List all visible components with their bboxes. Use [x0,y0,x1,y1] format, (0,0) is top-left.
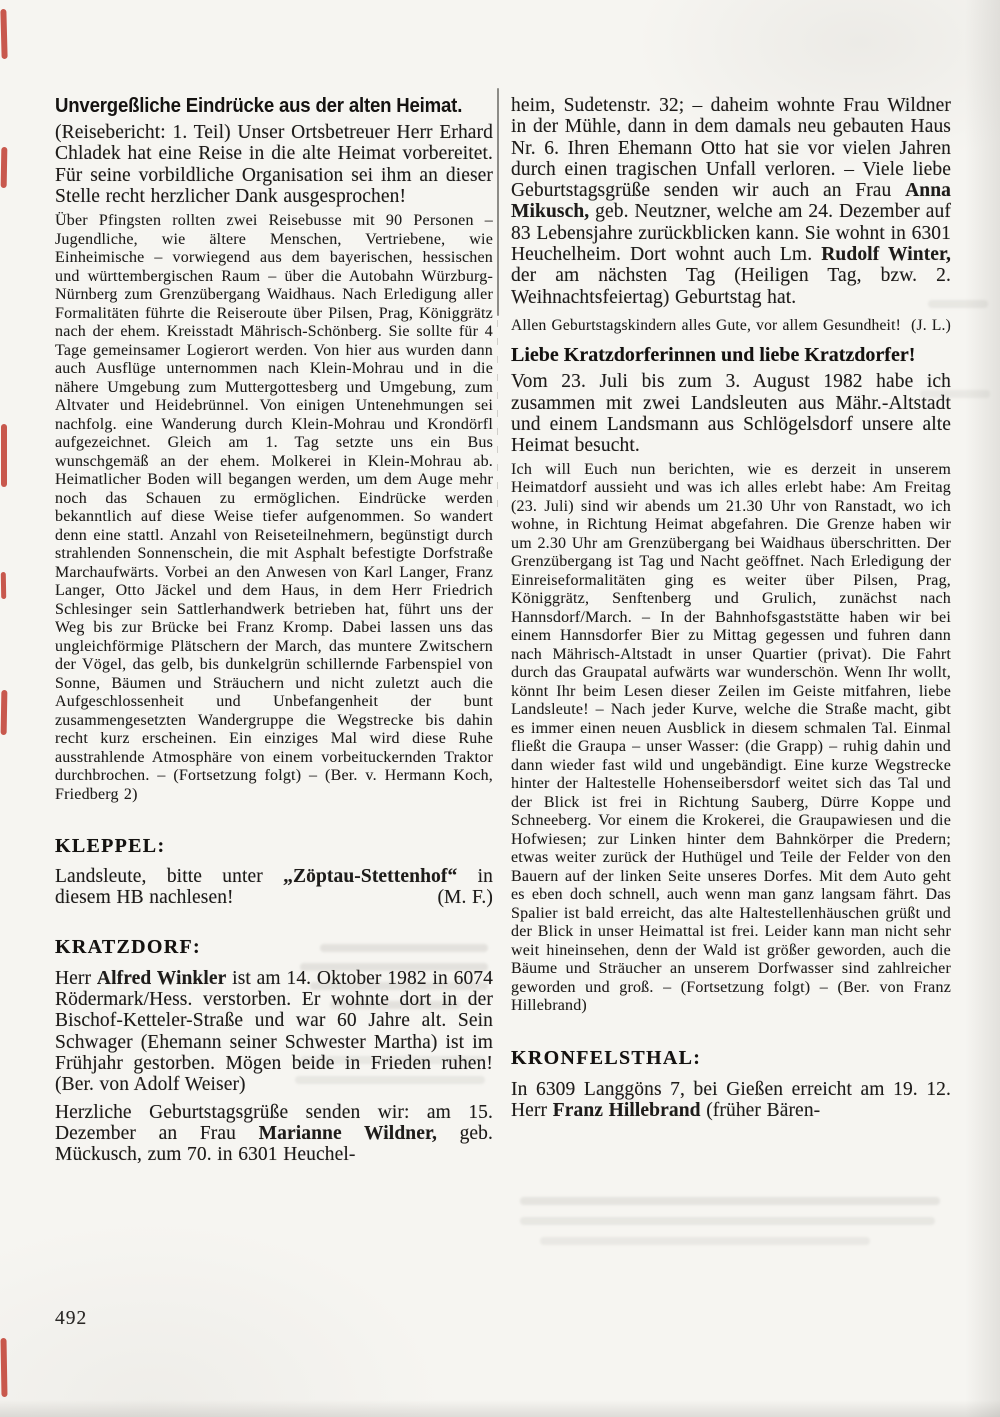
right-column [511,95,951,1121]
section-heading-kleppel: KLEPPEL: [55,835,166,858]
kleppel-attribution: (M. F.) [437,887,493,909]
scan-column-divider-line [497,88,499,316]
red-margin-mark [1,572,6,599]
birthday-wishes-note: Allen Geburtstagskindern alles Gute, vor allem Gesundheit! [511,316,901,334]
bleedthrough-text-smudge [520,1217,935,1225]
section-heading-kratzdorf: KRATZDORF: [55,935,201,958]
page-number: 492 [55,1308,88,1329]
birthday-wishes-note-block [511,316,951,335]
article-headline: Unvergeßliche Eindrücke aus der alten Heimat. [55,95,463,117]
article-intro-paragraph: (Reisebericht: 1. Teil) Unser Ortsbetreuer Herr Erhard Chladek hat eine Reise in die alte Heimat vorbereitet. Für seine vorbildliche Organisation sei ihm an dieser Stelle recht herzlicher Dank ausgesprochen! [55,122,493,207]
scan-column-divider-dashes [497,320,498,510]
red-margin-mark [1,424,7,487]
bleedthrough-text-smudge [540,1237,870,1245]
red-margin-mark [1,147,8,188]
bleedthrough-text-smudge [520,1197,940,1205]
kronfelsthal-paragraph: In 6309 Langgöns 7, bei Gießen erreicht am 19. 12. Herr Franz Hillebrand (früher Bären- [511,1078,951,1121]
red-margin-mark [1,690,8,735]
kratzdorf-obituary-paragraph: Herr Alfred Winkler ist am 14. Oktober 1982 in 6074 Rödermark/Hess. verstorben. Er wohnte dort in der Bischof-Ketteler-Straße und war 60 Jahre alt. Sein Schwager (Ehemann seiner Schwester Martha) ist im Frühjahr gestorben. Mögen beide in Frieden ruhen! (Ber. von Adolf Weiser) [55,967,493,1096]
birthday-continuation-paragraph: heim, Sudetenstr. 32; – daheim wohnte Frau Wildner in der Mühle, dann in dem damals neu gebauten Haus Nr. 6. Ihren Ehemann Otto hat sie vor vielen Jahren durch einen tragischen Unfall verloren. – Viele liebe Geburtstagsgrüße senden wir auch an Frau Anna Mikusch, geb. Neutzner, welche am 24. Dezember auf 83 Lebensjahre zurückblicken kann. Sie wohnt in 6301 Heuchelheim. Dort wohnt auch Lm. Rudolf Winter, der am nächsten Tag (Heiligen Tag, bzw. 2. Weihnachtsfeiertag) Geburtstag hat. [511,95,952,308]
red-margin-mark [0,9,7,59]
section-heading-kronfelsthal: KRONFELSTHAL: [511,1046,702,1069]
kratzdorf-letter-intro: Vom 23. Juli bis zum 3. August 1982 habe ich zusammen mit zwei Landsleuten aus Mähr.-Altstadt und einem Landsmann aus Schlögelsdorf unsere alte Heimat besucht. [511,371,951,457]
kratzdorf-letter-body: Ich will Euch nun berichten, wie es derzeit in unserem Heimatdorf aussieht und was ich alles erlebt habe: Am Freitag (23. Juli) sind wir abends um 21.30 Uhr von Ranstadt, wo ich wohne, in Richtung Heimat abgefahren. Die Grenze haben wir um 2.30 Uhr am Grenzübergang bei Waidhaus überschritten. Der Grenzübergang ist Tag und Nacht geöffnet. Nach Erledigung der Einreiseformalitäten ging es weiter über Pilsen, Prag, Königgrätz, Senftenberg und Grulich, zunächst nach Hannsdorf/March. – In der Bahnhofsgaststätte haben wir bei einem Hannsdorfer Bier zu Mittag gegessen und fuhren dann nach Mährisch-Altstadt in unser Quartier (privat). Die Fahrt durch das Graupatal aufwärts war wunderschön. Wenn Ihr wollt, könnt Ihr beim Lesen dieser Zeilen im Geiste mitfahren, liebe Landsleute! – Nach jeder Kurve, welche die Straße macht, gibt es immer einen neuen Ausblick in diesem schmalen Tal. Einmal fließt die Graupa – unser Wasser: (die Grapp) – ruhig dahin und dann wieder fast wild und ungebändigt. Eine kurze Wegstrecke hinter der Haltestelle Hohenseibersdorf weitet sich das Tal und der Blick ist frei in Richtung Sauberg, Dürre Koppe und Schneeberg. Vor einem die Krokerei, die Graupawiesen und die Hofwiesen; zur Linken hinter dem Bahnkörper die Predern; etwas weiter zurück der Huthügel und Teile der Felder von den Bauern auf der linken Seite unseres Dorfes. Mit dem Auto geht es eben doch schnell, auch wenn man ganz langsam fährt. Das Spalier ist bald erreicht, das alte Haltestellenhäuschen grüßt und der Blick in unser Heimattal ist frei. Leider kann man nicht sehr weit hineinsehen, denn der Wald ist größer geworden, auch die Bäume und Sträucher an unserem Dorfwasser sind zahlreicher geworden und groß. – (Fortsetzung folgt) – (Ber. von Franz Hillebrand) [511,460,951,1015]
kleppel-note-block [55,866,493,909]
red-margin-mark [0,1338,7,1397]
kleppel-note-paragraph: Landsleute, bitte unter „Zöptau-Stettenhof“ in diesem HB nachlesen! [55,866,493,909]
left-column [55,95,493,1165]
kratzdorf-letter-heading: Liebe Kratzdorferinnen und liebe Kratzdorfer! [511,343,916,366]
wishes-attribution: (J. L.) [911,316,951,334]
travel-report-paragraph: Über Pfingsten rollten zwei Reisebusse mit 90 Personen – Jugendliche, wie ältere Menschen, Vertriebene, wie Einheimische – vorwiegend aus dem bayerischen, hessischen und württembergischen Raum – über die Autobahn Würzburg-Nürnberg zum Grenzübergang Waidhaus. Nach Erledigung aller Formalitäten führte die Reiseroute über Pilsen, Prag, Königgrätz nach der ehem. Kreisstadt Mährisch-Schönberg. Sie sollte für 4 Tage gemeinsamer Logierort werden. Von hier aus wurden dann auch Ausflüge unternommen nach Klein-Mohrau und in die nähere Umgebung zum Muttergottesberg und Umgebung, zum Altvater und Heidebrünnel. Von einigen Untenehmungen sei nachfolg. eine Wanderung durch Klein-Mohrau und Krondörfl aufgezeichnet. Gleich am 1. Tag setzte uns ein Bus wunschgemäß an der ehem. Molkerei in Klein-Mohrau ab. Heimatlicher Boden will begangen werden, um dem Auge mehr noch das Schauen zu ermöglichen. Eindrücke werden bekanntlich auf diese Weise tiefer aufgenommen. So wandert denn eine stattl. Anzahl von Reiseteilnehmern, begünstigt durch strahlenden Sonnenschein, die mit Asphalt befestigte Dorfstraße Marchaufwärts. Vorbei an den Anwesen von Karl Langer, Franz Langer, Otto Jäckel und dem Haus, in dem Herr Friedrich Schlesinger sein Sattlerhandwerk betrieben hat, führt uns der Weg bis zur Brücke bei Franz Kromp. Dabei lassen uns das ungleichförmige Plätschern der March, das muntere Zwitschern der Vögel, das gelb, bis dunkelgrün schillernde Farbenspiel von Sonne, Bäumen und Sträuchern und nicht zuletzt auch die Aufgeschlossenheit und Unbefangenheit der bunt zusammengesetzten Wandergruppe die Wegstrecke bis dahin recht kurz erscheinen. Ein einziges Mal wird diese Ruhe ausstrahlende Atmosphäre von einem vorbeituckernden Traktor durchbrochen. – (Fortsetzung folgt) – (Ber. v. Hermann Koch, Friedberg 2) [55,212,493,803]
kratzdorf-birthday-paragraph: Herzliche Geburtstagsgrüße senden wir: am 15. Dezember an Frau Marianne Wildner, geb. Mückusch, zum 70. in 6301 Heuchel- [55,1101,494,1166]
